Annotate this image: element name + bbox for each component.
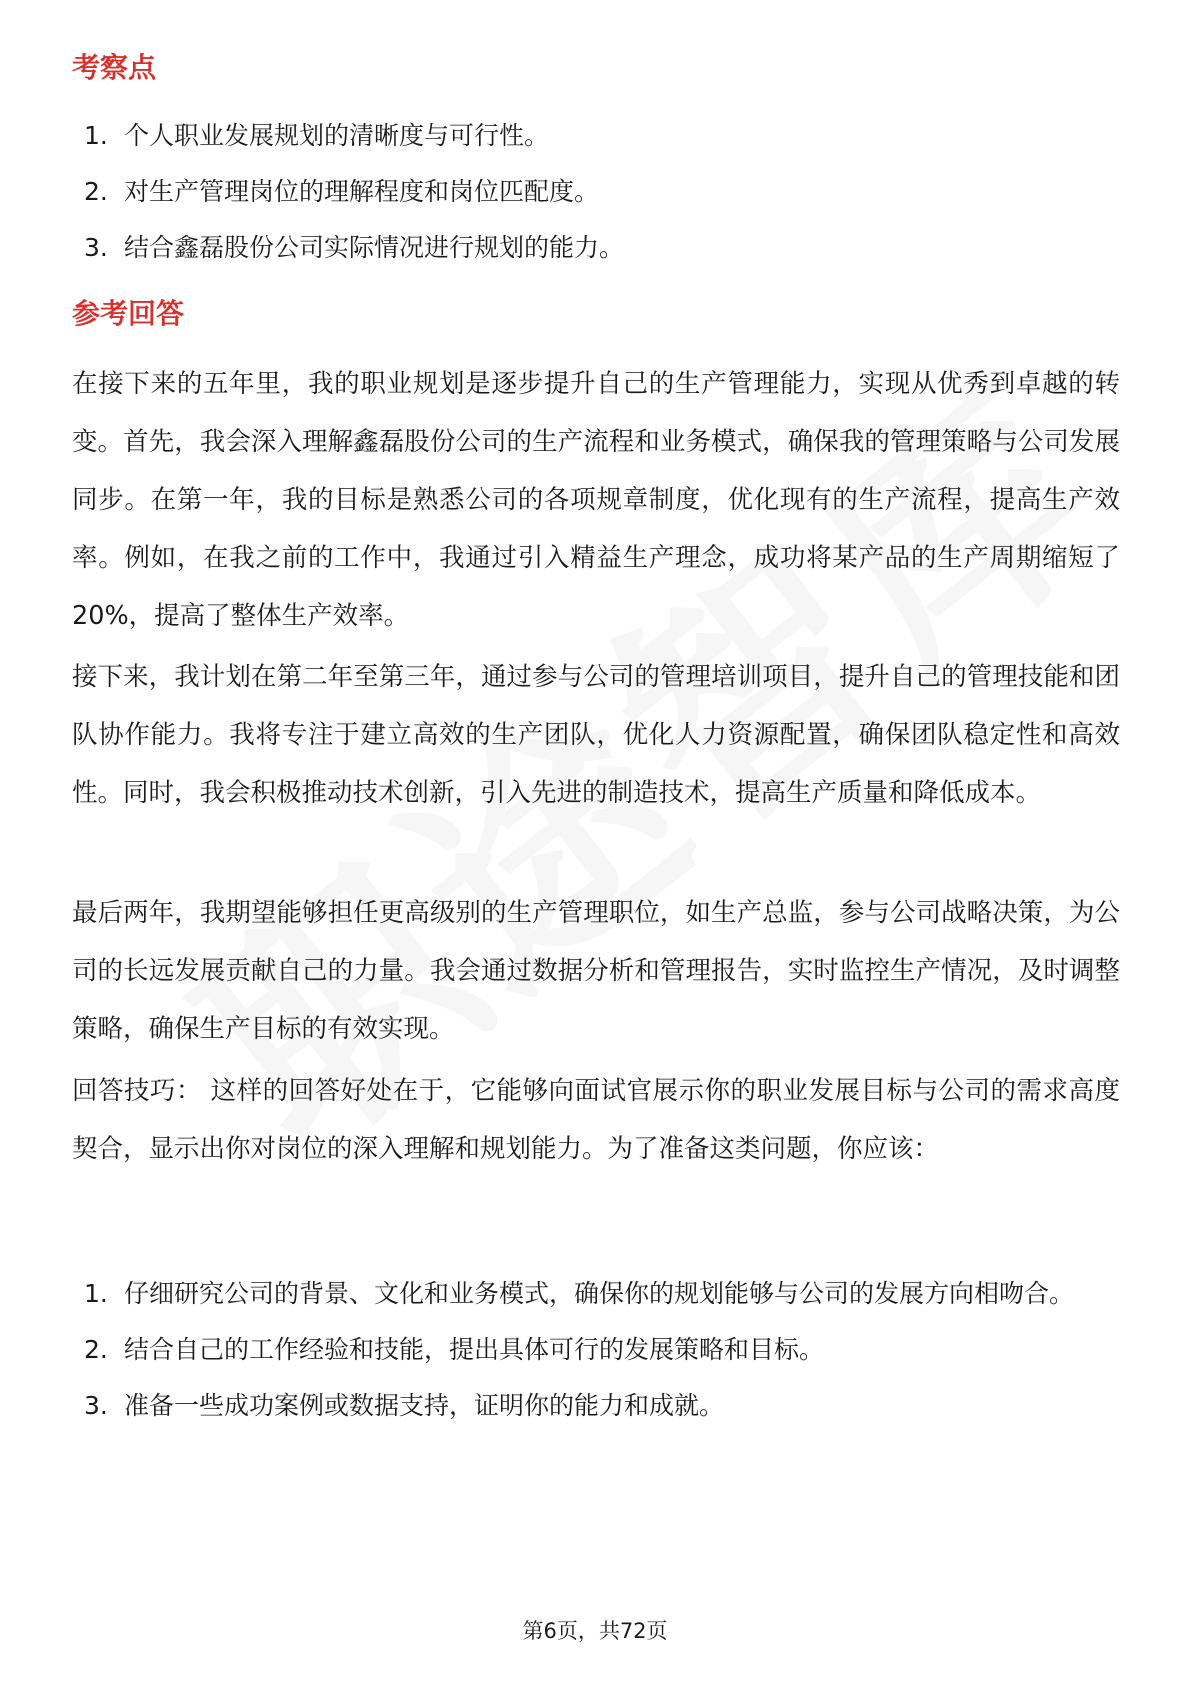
list-text: 结合鑫磊股份公司实际情况进行规划的能力。: [124, 233, 625, 262]
list-number: 1.: [84, 121, 108, 150]
list-number: 3.: [84, 1391, 108, 1420]
list-text: 准备一些成功案例或数据支持，证明你的能力和成就。: [124, 1391, 725, 1420]
list-item: [72, 164, 1122, 220]
list-text: 个人职业发展规划的清晰度与可行性。: [124, 121, 550, 150]
list-item: [72, 1378, 1122, 1434]
list-number: 3.: [84, 233, 108, 262]
list-item: [72, 220, 1122, 276]
list-number: 2.: [84, 1335, 108, 1364]
answer-paragraph: 在接下来的五年里，我的职业规划是逐步提升自己的生产管理能力，实现从优秀到卓越的转变。首先，我会深入理解鑫磊股份公司的生产流程和业务模式，确保我的管理策略与公司发展同步。在第一年，我的目标是熟悉公司的各项规章制度，优化现有的生产流程，提高生产效率。例如，在我之前的工作中，我通过引入精益生产理念，成功将某产品的生产周期缩短了20%，提高了整体生产效率。: [72, 369, 1120, 631]
list-item: [72, 1266, 1122, 1322]
list-text: 对生产管理岗位的理解程度和岗位匹配度。: [124, 177, 600, 206]
list-item: [72, 1322, 1122, 1378]
list-number: 2.: [84, 177, 108, 206]
answer-paragraph: 接下来，我计划在第二年至第三年，通过参与公司的管理培训项目，提升自己的管理技能和团队协作能力。我将专注于建立高效的生产团队，优化人力资源配置，确保团队稳定性和高效性。同时，我会积极推动技术创新，引入先进的制造技术，提高生产质量和降低成本。: [72, 662, 1120, 808]
answer-heading: 参考回答: [72, 297, 185, 330]
list-text: 仔细研究公司的背景、文化和业务模式，确保你的规划能够与公司的发展方向相吻合。: [124, 1279, 1075, 1308]
list-text: 结合自己的工作经验和技能，提出具体可行的发展策略和目标。: [124, 1335, 825, 1364]
page-number: 第6页，共72页: [522, 1619, 668, 1643]
points-heading: 考察点: [72, 51, 157, 84]
tips-intro-paragraph: 回答技巧： 这样的回答好处在于，它能够向面试官展示你的职业发展目标与公司的需求高度契合，显示出你对岗位的深入理解和规划能力。为了准备这类问题，你应该：: [72, 1076, 1120, 1164]
list-number: 1.: [84, 1279, 108, 1308]
tips-list: [72, 1266, 1122, 1434]
points-list: [72, 108, 1122, 276]
answer-paragraph: 最后两年，我期望能够担任更高级别的生产管理职位，如生产总监，参与公司战略决策，为公司的长远发展贡献自己的力量。我会通过数据分析和管理报告，实时监控生产情况，及时调整策略，确保生产目标的有效实现。: [72, 898, 1120, 1044]
list-item: [72, 108, 1122, 164]
